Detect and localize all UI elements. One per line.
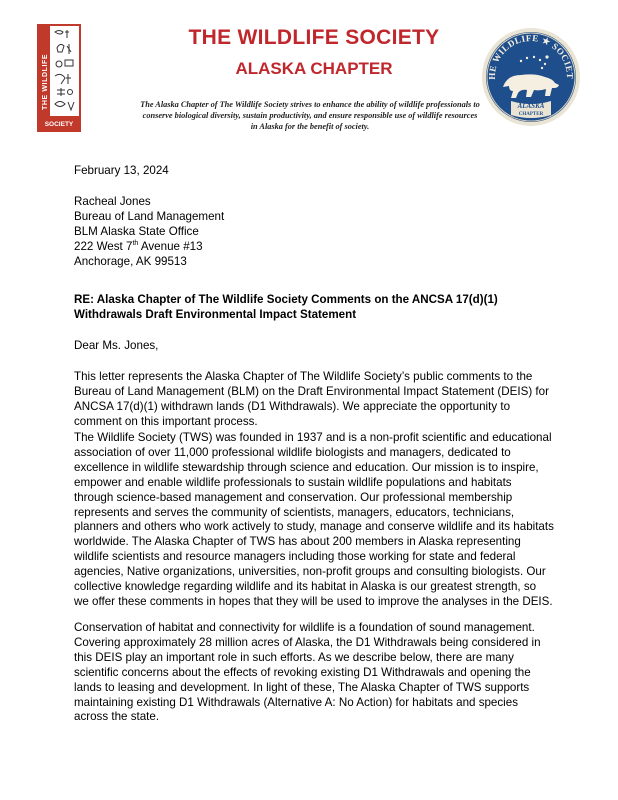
subject-line-1: RE: Alaska Chapter of The Wildlife Society Comments on the ANCSA 17(d)(1) (74, 293, 498, 306)
svg-text:SOCIETY: SOCIETY (44, 121, 74, 128)
paragraph-about-tws: The Wildlife Society (TWS) was founded in 1937 and is a non-profit scientific and educational association of over 11,000 professional wildlife biologists and managers, dedicated to excellence in wildlife stewardship through science and education. Our mission is to inspire, empower and enable wildlife professionals to sustain wildlife populations and habitats through science-based management and conservation. Our professional membership represents and serves the community of scientists, managers, educators, technicians, planners and others who work actively to study, manage and conserve wildlife and its habitats worldwide. The Alaska Chapter of TWS has about 200 members in Alaska representing wildlife scientists and resource managers including those working for state and federal agencies, Native organizations, universities, non-profit groups and consulting biologists. Our collective knowledge regarding wildlife and its habitat in Alaska is our greatest strength, so we offer these comments in hopes that they will be used to improve the analyses in the DEIS. (74, 431, 554, 608)
org-name-prefix: THE (188, 26, 238, 49)
svg-text:CHAPTER: CHAPTER (518, 112, 544, 117)
recipient-address (74, 195, 554, 270)
alaska-chapter-seal (481, 27, 581, 127)
paragraph-intro: This letter represents the Alaska Chapter of The Wildlife Society’s public comments to the Bureau of Land Management (BLM) on the Draft Environmental Impact Statement (DEIS) for ANCSA 17(d)(1) withdrawn lands (D1 Withdrawals). We appreciate the opportunity to comment on this important process. (74, 370, 549, 428)
recipient-street (74, 240, 554, 255)
street-ordinal: th (132, 239, 139, 247)
subject-line-2: Withdrawals Draft Environmental Impact Statement (74, 307, 357, 321)
street-prefix: 222 West 7 (74, 239, 133, 253)
recipient-agency: Bureau of Land Management (74, 209, 225, 223)
org-name-main: WILDLIFE SOCIETY (237, 26, 440, 49)
recipient-name: Racheal Jones (74, 195, 151, 208)
svg-text:THE WILDLIFE ★ SOCIETY: HE WILDLIFE ★ SOCIET (486, 32, 576, 80)
svg-text:ALASKA: ALASKA (517, 102, 545, 110)
subject-line (74, 293, 554, 323)
recipient-office: BLM Alaska State Office (74, 224, 199, 238)
mission-statement: The Alaska Chapter of The Wildlife Society strives to enhance the ability of wildlife professionals to conserve biological diversity, sustain productivity, and ensure responsible use of wildlife resources in Alaska for the benefit of society. (140, 100, 480, 131)
svg-text:THE WILDLIFE: THE WILDLIFE (42, 53, 49, 110)
street-suffix: Avenue #13 (138, 239, 203, 253)
letterhead (0, 0, 618, 150)
paragraph-position: Conservation of habitat and connectivity for wildlife is a foundation of sound management. Covering approximately 28 million acres of Alaska, the D1 Withdrawals being considered in this DEIS play an important role in such efforts. As we describe below, there are many scientific concerns about the effects of revoking existing D1 Withdrawals and opening the lands to leasing and development. In light of these, The Alaska Chapter of TWS supports maintaining existing D1 Withdrawals (Alternative A: No Action) for habitats and species across the state. (74, 621, 541, 724)
salutation: Dear Ms. Jones, (74, 339, 159, 352)
chapter-name: ALASKA CHAPTER (235, 59, 393, 78)
recipient-city: Anchorage, AK 99513 (74, 254, 187, 268)
letter-date: February 13, 2024 (74, 164, 169, 177)
